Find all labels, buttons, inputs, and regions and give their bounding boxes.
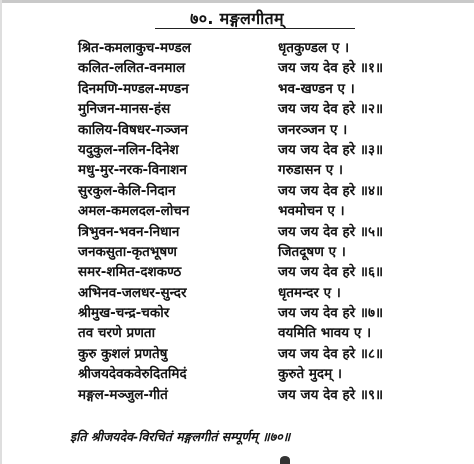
verse-list xyxy=(78,38,468,405)
verse-line xyxy=(78,385,468,405)
verse-left: मधु-मुर-नरक-विनाशन xyxy=(78,162,187,179)
left-border xyxy=(0,0,2,464)
verse-line xyxy=(78,283,468,303)
verse-right: जितदूषण ए । xyxy=(278,243,346,260)
verse-line xyxy=(78,242,468,262)
title-underline xyxy=(155,28,355,29)
verse-line xyxy=(78,120,468,140)
verse-line xyxy=(78,344,468,364)
verse-line xyxy=(78,181,468,201)
verse-line xyxy=(78,160,468,180)
verse-right: धृतमन्दर ए । xyxy=(278,284,341,301)
bottom-mark xyxy=(280,456,290,464)
verse-line xyxy=(78,364,468,384)
verse-line xyxy=(78,262,468,282)
verse-right: गरुडासन ए । xyxy=(278,162,343,179)
verse-left: श्रित-कमलाकुच-मण्डल xyxy=(78,40,191,56)
verse-left: समर-शमित-दशकण्ठ xyxy=(78,264,182,281)
verse-right: जय जय देव हरे ॥३॥ xyxy=(278,141,384,158)
verse-left: सुरकुल-केलि-निदान xyxy=(78,182,176,199)
verse-left: दिनमणि-मण्डल-मण्डन xyxy=(78,80,189,97)
verse-right: जय जय देव हरे ॥८॥ xyxy=(278,345,384,362)
verse-left: यदुकुल-नलिन-दिनेश xyxy=(78,141,179,158)
verse-left: श्रीमुख-चन्द्र-चकोर xyxy=(78,305,170,322)
verse-right: जय जय देव हरे ॥७॥ xyxy=(278,305,384,322)
verse-line xyxy=(78,79,468,99)
verse-right: जनरञ्जन ए । xyxy=(278,121,348,138)
verse-left: कलित-ललित-वनमाल xyxy=(78,60,186,77)
verse-line xyxy=(78,140,468,160)
top-border xyxy=(0,0,474,3)
verse-left: तव चरणे प्रणता xyxy=(78,325,156,342)
verse-line xyxy=(78,99,468,119)
verse-left: अमल-कमलदल-लोचन xyxy=(78,203,190,220)
verse-left: त्रिभुवन-भवन-निधान xyxy=(78,223,180,240)
verse-right: कुरुते मुदम् । xyxy=(278,366,342,383)
verse-right: धृतकुण्डल ए । xyxy=(278,40,350,56)
verse-left: जनकसुता-कृतभूषण xyxy=(78,243,177,260)
verse-right: भवमोचन ए । xyxy=(278,203,345,220)
verse-line xyxy=(78,201,468,221)
verse-right: जय जय देव हरे ॥९॥ xyxy=(278,386,384,403)
verse-right: जय जय देव हरे ॥४॥ xyxy=(278,182,384,199)
verse-right: जय जय देव हरे ॥६॥ xyxy=(278,264,384,281)
verse-right: जय जय देव हरे ॥५॥ xyxy=(278,223,384,240)
verse-left: मङ्गल-मञ्जुल-गीतं xyxy=(78,386,168,403)
verse-left: कालिय-विषधर-गञ्जन xyxy=(78,121,189,138)
verse-line xyxy=(78,222,468,242)
page-title: ७०. मङ्गलगीतम् xyxy=(190,9,284,28)
verse-right: जय जय देव हरे ॥२॥ xyxy=(278,101,384,118)
verse-left: मुनिजन-मानस-हंस xyxy=(78,101,171,118)
colophon: इति श्रीजयदेव-विरचितं मङ्गलगीतं सम्पूर्णम् ॥७०॥ xyxy=(70,429,291,444)
verse-line xyxy=(78,38,468,58)
verse-left: कुरु कुशलं प्रणतेषु xyxy=(78,345,168,362)
verse-line xyxy=(78,303,468,323)
verse-right: वयमिति भावय ए । xyxy=(278,325,372,342)
verse-right: जय जय देव हरे ॥१॥ xyxy=(278,60,384,77)
verse-right: भव-खण्डन ए । xyxy=(278,80,355,97)
verse-left: अभिनव-जलधर-सुन्दर xyxy=(78,284,187,301)
verse-left: श्रीजयदेवकवेरुदितमिदं xyxy=(78,366,187,383)
verse-line xyxy=(78,58,468,78)
verse-line xyxy=(78,323,468,343)
